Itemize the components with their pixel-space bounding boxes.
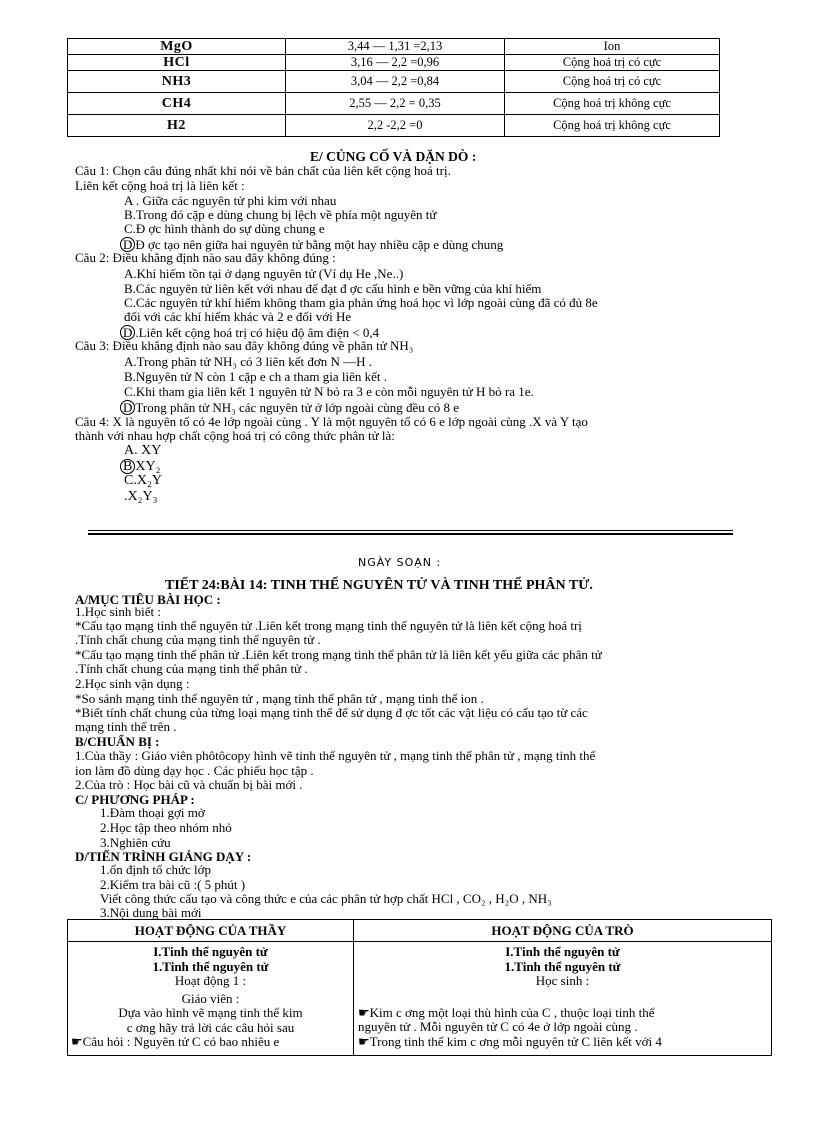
text-line: 2.Học sinh vận dụng : [75,676,190,691]
question-3: Câu 3: Điều khẳng định nào sau đây không đúng về phân tử NH₃ [75,338,414,353]
answer-circle: D [120,237,135,252]
text-line: .Tính chất chung của mạng tinh thể nguyên tử . [75,632,321,647]
q2-option-a: A.Khí hiếm tồn tại ở dạng nguyên tử (Ví dụ He ,Ne..) [124,266,404,281]
section-d-title: D/TIẾN TRÌNH GIẢNG DẠY : [75,849,252,864]
table-row [68,71,720,93]
text-line: 2.Học tập theo nhóm nhỏ [100,820,232,835]
calc-cell: 3,16 — 2,2 =0,96 [286,55,505,71]
answer-circle: D [120,325,135,340]
text-line [354,1035,771,1050]
question-1: Câu 1: Chọn câu đúng nhất khi nói về bản chất của liên kết cộng hoá trị. [75,163,451,178]
text-line: 1.Của thầy : Giáo viên phôtôcopy hình vẽ tinh thể nguyên tử , mạng tinh thể phân tử , mạng tinh thể [75,748,596,763]
pointing-hand-icon: ☛ [71,1034,83,1049]
table-row [68,55,720,71]
text-line: 3.Nghiên cứu [100,835,171,850]
table-row [68,93,720,115]
text-line: nguyên tử . Mỗi nguyên tử C có 4e ở lớp ngoài cùng . [358,1019,638,1034]
text-line: 1.ổn định tổ chức lớp [100,862,212,877]
q3-option-c: C.Khi tham gia liên kết 1 nguyên tử N bỏ ra 3 e còn mỗi nguyên tử H bỏ ra 1e. [124,384,534,399]
pointing-hand-icon: ☛ [358,1004,370,1020]
teacher-column-header: HOẠT ĐỘNG CỦA THẦY [68,920,354,942]
text-line: 2.Kiểm tra bài cũ :( 5 phút ) [100,877,246,892]
spacer [354,989,771,1006]
lesson-title: TIẾT 24:BÀI 14: TINH THỂ NGUYÊN TỬ VÀ TINH THỂ PHÂN TỬ. [165,578,593,593]
section-e-title: E/ CỦNG CỐ VÀ DẶN DÒ : [310,149,477,164]
formula-cell: NH3 [68,71,286,93]
calc-cell: 2,2 -2,2 =0 [286,115,505,137]
heading: I.Tinh thể nguyên tử [153,944,268,959]
table-row [68,39,720,55]
text-line: 2.Của trò : Học bài cũ và chuẩn bị bài mới . [75,777,303,792]
table-row [68,942,772,1056]
text-line: Viết công thức cấu tạo và công thức e của các phân tử hợp chất HCl , CO₂ , H₂O , NH₃ [100,891,552,906]
divider [88,533,733,535]
bond-type-cell: Ion [505,39,720,55]
text-line: .Tính chất chung của mạng tinh thể phân tử . [75,661,308,676]
text-line [354,1006,771,1021]
q3-option-b: B.Nguyên tử N còn 1 cặp e ch a tham gia liên kết . [124,369,387,384]
answer-circle: D [120,400,135,415]
date-label: NGÀY SOẠN : [358,556,442,569]
q4-option-b-text: XY₂ [135,459,161,474]
table-row [68,115,720,137]
teacher-cell [68,942,354,1056]
divider [88,530,733,531]
q4-option-a: A. XY [124,443,162,458]
text-line: Giáo viên : [181,990,240,1006]
text-line: mạng tinh thể trên . [75,719,177,734]
answer-text: Trong tinh thể kim c ơng mỗi nguyên tử C liên kết với 4 [369,1033,662,1049]
activity-table [67,919,772,1056]
q1-option-c: C.Đ ợc hình thành do sự dùng chung e [124,221,325,236]
bond-type-cell: Cộng hoá trị có cực [505,71,720,93]
text-line [68,1035,353,1050]
pointing-hand-icon: ☛ [358,1033,370,1049]
answer-circle: B [120,459,135,474]
q2-option-c: C.Các nguyên tử khí hiếm không tham gia phản ứng hoá học vì lớp ngoài cùng đã có đủ 8e [124,295,598,310]
q3-option-d-text: Trong phân tử NH₃ các nguyên tử ở lớp ngoài cùng đều có 8 e [135,400,460,415]
text-line: *Cấu tạo mạng tinh thể phân tử .Liên kết trong mạng tinh thể phân tử là liên kết yếu giữa các phân tử [75,647,602,662]
text-line: *So sánh mạng tinh thể nguyên tử , mạng tinh thể phân tử , mạng tinh thể ion . [75,691,484,706]
bond-type-cell: Cộng hoá trị không cực [505,93,720,115]
section-c-title: C/ PHƯƠNG PHÁP : [75,792,195,807]
bond-type-cell: Cộng hoá trị không cực [505,115,720,137]
student-cell [354,942,772,1056]
q4-option-d: .X₂Y₃ [124,489,158,504]
table-header-row [68,920,772,942]
heading: 1.Tinh thể nguyên tử [152,958,269,974]
formula-cell: CH4 [68,93,286,115]
formula-cell: HCl [68,55,286,71]
q4-option-b [120,459,160,474]
text-line: 1.Học sinh biết : [75,604,161,619]
bond-type-cell: Cộng hoá trị có cực [505,55,720,71]
question-4-cont: thành với nhau hợp chất cộng hoá trị có công thức phân tử là: [75,428,395,443]
q2-option-c-cont: đối với các khí hiếm khác và 2 e đối với He [124,309,352,324]
q1-option-a: A . Giữa các nguyên tử phi kim với nhau [124,193,337,208]
text-line: *Cấu tạo mạng tinh thể nguyên tử .Liên kết trong mạng tinh thể nguyên tử là liên kết cộng hoá trị [75,618,582,633]
formula-cell: H2 [68,115,286,137]
question-text: Câu hỏi : Nguyên tử C có bao nhiêu e [82,1034,280,1049]
question-2: Câu 2: Điều khẳng định nào sau đây không đúng : [75,250,336,265]
text-line: 3.Nội dung bài mới [100,905,202,920]
heading: 1.Tinh thể nguyên tử [504,958,621,974]
q3-option-d [120,400,459,415]
calc-cell: 2,55 — 2,2 = 0,35 [286,93,505,115]
text-line: Dựa vào hình vẽ mạng tinh thể kim [118,1005,303,1020]
q3-option-a: A.Trong phân tử NH₃ có 3 liên kết đơn N —H . [124,354,372,369]
calc-cell: 3,44 — 1,31 =2,13 [286,39,505,55]
calc-cell: 3,04 — 2,2 =0,84 [286,71,505,93]
question-4: Câu 4: X là nguyên tố có 4e lớp ngoài cùng . Y là một nguyên tố có 6 e lớp ngoài cùng .X và Y tạo [75,414,588,429]
question-1-lead: Liên kết cộng hoá trị là liên kết : [75,178,245,193]
section-b-title: B/CHUẨN BỊ : [75,734,160,749]
answer-text: Kim c ơng một loại thù hình của C , thuộc loại tinh thể [369,1004,655,1020]
q1-option-b: B.Trong đó cặp e dùng chung bị lệch về phía một nguyên tử [124,207,437,222]
student-column-header: HOẠT ĐỘNG CỦA TRÒ [354,920,772,942]
q2-option-b: B.Các nguyên tử liên kết với nhau để đạt đ ợc cấu hình e bền vững của khí hiếm [124,281,542,296]
text-line: c ơng hãy trả lời các câu hỏi sau [126,1019,295,1035]
text-line: Học sinh : [535,973,590,988]
text-line: *Biết tính chất chung của từng loại mạng tinh thể để sử dụng đ ợc tốt các vật liệu có cấu tạo từ các [75,705,588,720]
q2-option-d-text: .Liên kết cộng hoá trị có hiệu độ âm điện < 0,4 [135,325,380,340]
section-a-title: A/MỤC TIÊU BÀI HỌC : [75,592,221,607]
text-line: 1.Đàm thoại gợi mở [100,805,205,820]
electronegativity-table [67,38,720,137]
text-line: Hoạt động 1 : [174,973,247,988]
formula-cell: MgO [68,39,286,55]
text-line: ion làm đồ dùng dạy học . Các phiếu học tập . [75,763,314,778]
heading: I.Tinh thể nguyên tử [505,944,620,959]
q1-option-d-text: Đ ợc tạo nên giữa hai nguyên tử bằng một hay nhiều cặp e dùng chung [135,237,504,252]
q4-option-c: C.X₂Y [124,473,162,488]
